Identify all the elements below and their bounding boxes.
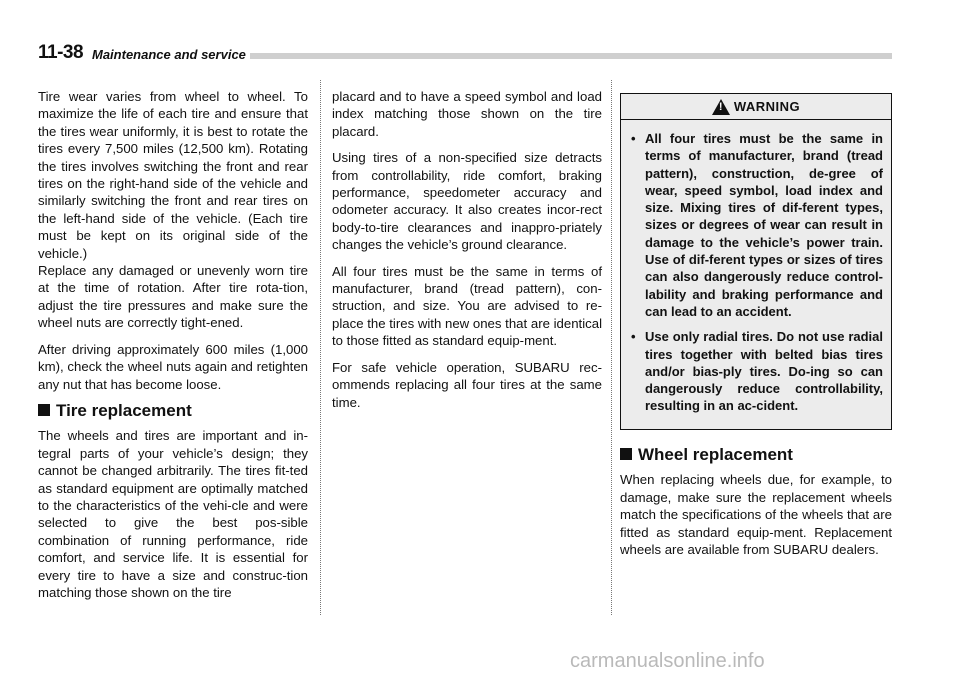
bullet-icon: •: [631, 131, 636, 146]
warning-item-text: Use only radial tires. Do not use radial tires together with belted bias tires and/or bias-ply tires. Do-ing so can dangerously reduce controllability, resulting in an ac-cident.: [645, 329, 883, 414]
section-heading-tire-replacement: [38, 402, 308, 419]
paragraph: All four tires must be the same in terms of manufacturer, brand (tread pattern), con-struction, and size. You are advised to re-place the tires with new ones that are identical to those fitted as standard equip-ment.: [332, 263, 602, 349]
section-heading-text: Tire replacement: [56, 400, 192, 420]
paragraph: The wheels and tires are important and in-tegral parts of your vehicle’s design; they cannot be changed arbitrarily. The tires fit-ted as standard equipment are optimally matched to the characteristics of the vehi-cle and were selected to give the best pos-sible combination of running performance, ride comfort, and service life. It is essential for every tire to have a size and construc-tion matching those shown on the tire: [38, 428, 308, 600]
column-3: [620, 440, 892, 567]
column-1: [38, 88, 308, 610]
paragraph: Tire wear varies from wheel to wheel. To maximize the life of each tire and ensure that the tires wear uniformly, it is best to rotate the tires every 7,500 miles (12,500 km). Rotating the tires involves switching the front and rear tires on the right-hand side of the vehicle and similarly switching the front and rear tires on the left-hand side of the vehicle. (Each tire must be kept on its original side of the vehicle.): [38, 89, 308, 261]
paragraph: Using tires of a non-specified size detracts from controllability, ride comfort, braking performance, speedometer accuracy and odometer accuracy. It also creates incor-rect body-to-tire clearances and inappro-priately changes the vehicle’s ground clearance.: [332, 150, 602, 253]
square-bullet-icon: [38, 404, 50, 416]
section-title: Maintenance and service: [92, 47, 246, 62]
column-divider-1: [320, 80, 321, 615]
paragraph: Replace any damaged or unevenly worn tire at the time of rotation. After tire rota-tion, adjust the tire pressures and make sure the wheel nuts are correctly tight-ened.: [38, 263, 308, 331]
warning-item-text: All four tires must be the same in terms of manufacturer, brand (tread pattern), construction, de-gree of wear, speed symbol, load index and size. Mixing tires of dif-ferent types, sizes or degrees of wear can result in damage to the vehicle’s power train. Use of dif-ferent types or sizes of tires can also dangerously reduce control-lability and braking performance and can lead to an accident.: [645, 131, 883, 319]
warning-title: WARNING: [733, 99, 801, 114]
column-divider-2: [611, 80, 612, 615]
paragraph: placard and to have a speed symbol and load index matching those shown on the tire placard.: [332, 89, 602, 139]
warning-item: [631, 130, 883, 320]
square-bullet-icon: [620, 448, 632, 460]
section-heading-text: Wheel replacement: [638, 445, 793, 464]
paragraph: When replacing wheels due, for example, to damage, make sure the replacement wheels match the specifications of the wheels that are fitted as standard equip-ment. Replacement wheels are available from SUBARU dealers.: [620, 472, 892, 558]
warning-body: [621, 120, 891, 429]
page-number: 11-38: [38, 42, 84, 63]
column-2: [332, 88, 602, 420]
warning-box: [620, 93, 892, 430]
paragraph: After driving approximately 600 miles (1,000 km), check the wheel nuts again and retighten any nut that has become loose.: [38, 341, 308, 392]
paragraph: For safe vehicle operation, SUBARU rec-ommends replacing all four tires at the same time.: [332, 359, 602, 410]
warning-item: [631, 328, 883, 414]
bullet-icon: •: [631, 329, 636, 345]
section-heading-wheel-replacement: [620, 446, 892, 463]
header-rule: [250, 53, 892, 59]
warning-header: [621, 94, 891, 120]
warning-triangle-icon: [712, 99, 730, 115]
watermark: carmanualsonline.info: [570, 650, 765, 672]
